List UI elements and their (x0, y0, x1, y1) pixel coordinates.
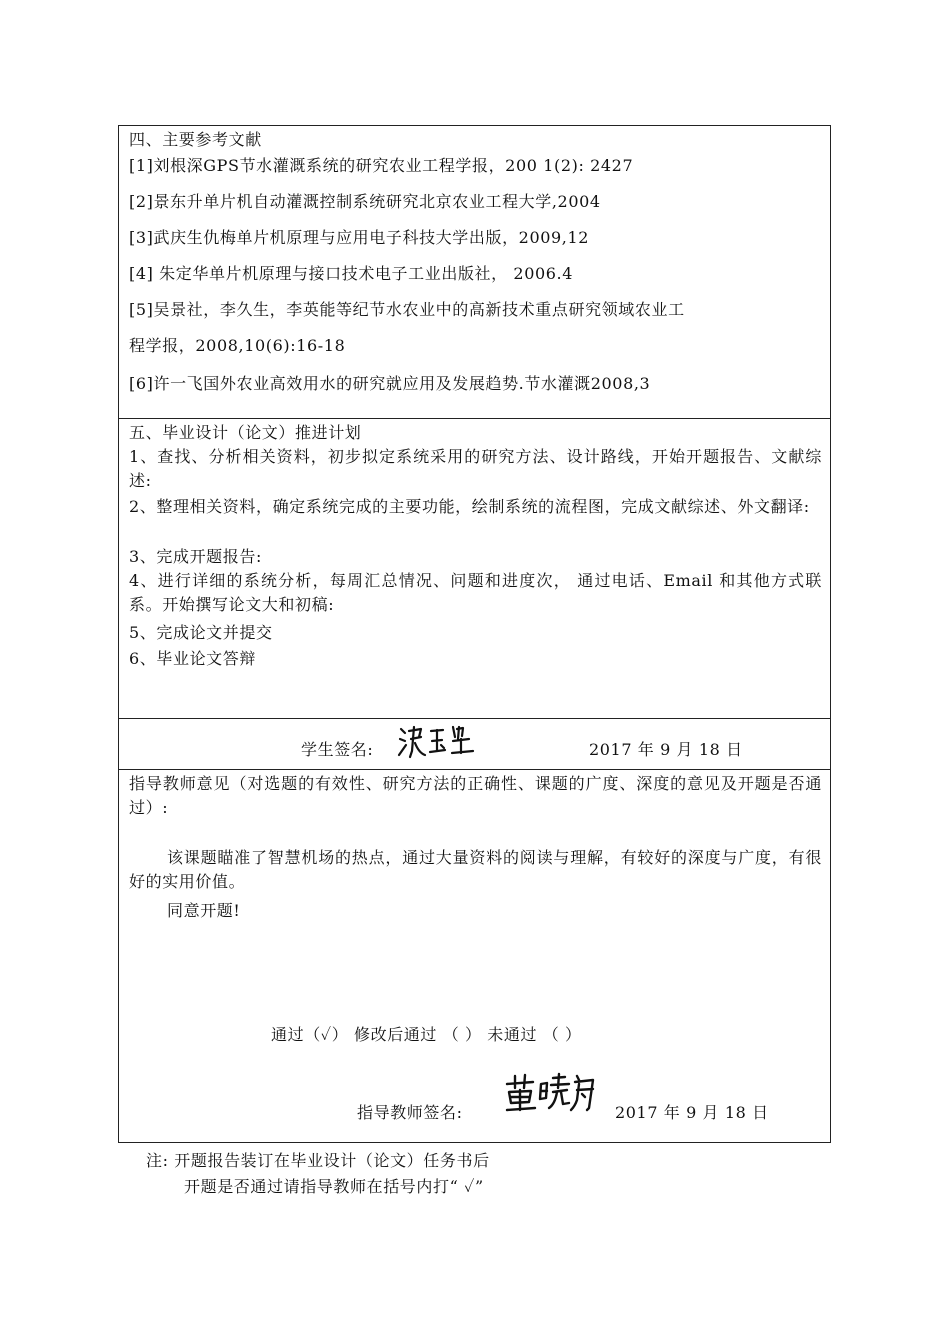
plan-item: 2、整理相关资料，确定系统完成的主要功能，绘制系统的流程图，完成文献综述、外文翻译: (129, 497, 810, 516)
plan-item: 4、进行详细的系统分析，每周汇总情况、问题和进度次， 通过电话、Email 和其他方式联系。开始撰写论文大和初稿: (129, 571, 822, 614)
reference-item: 程学报，2008,10(6):16-18 (129, 336, 346, 355)
references-section (118, 125, 831, 419)
student-signature-label: 学生签名: (301, 740, 374, 759)
advisor-signature-image (503, 1070, 599, 1116)
student-signature-date: 2017 年 9 月 18 日 (589, 740, 743, 759)
plan-item: 1、查找、分析相关资料，初步拟定系统采用的研究方法、设计路线，开始开题报告、文献综述: (129, 447, 822, 490)
note-line-1: 注: 开题报告装订在毕业设计（论文）任务书后 (146, 1151, 490, 1170)
student-signature-image (397, 721, 481, 761)
references-heading: 四、主要参考文献 (129, 130, 262, 149)
advisor-signature-label: 指导教师签名: (357, 1103, 463, 1122)
plan-item: 3、完成开题报告: (129, 547, 262, 566)
advisor-comment: 该课题瞄准了智慧机场的热点，通过大量资料的阅读与理解，有较好的深度与广度，有很好的实用价值。 (129, 848, 822, 891)
advisor-agree: 同意开题! (167, 901, 241, 920)
advisor-opinion-section (118, 769, 831, 1143)
plan-heading: 五、毕业设计（论文）推进计划 (129, 423, 362, 442)
note-line-2: 开题是否通过请指导教师在括号内打“ ✓” (184, 1177, 484, 1196)
plan-section (118, 418, 831, 719)
advisor-opinion-heading: 指导教师意见（对选题的有效性、研究方法的正确性、课题的广度、深度的意见及开题是否通过）: (129, 774, 822, 817)
reference-item: [3]武庆生仇梅单片机原理与应用电子科技大学出版，2009,12 (129, 228, 590, 247)
plan-item: 6、毕业论文答辩 (129, 649, 256, 668)
reference-item: [1]刘根深GPS节水灌溉系统的研究农业工程学报，200 1(2): 2427 (129, 156, 634, 175)
reference-item: [2]景东升单片机自动灌溉控制系统研究北京农业工程大学,2004 (129, 192, 601, 211)
reference-item: [5]吴景社，李久生，李英能等纪节水农业中的高新技术重点研究领域农业工 (129, 300, 685, 319)
pass-options: 通过（✓） 修改后通过 （ ） 未通过 （ ） (271, 1025, 582, 1044)
reference-item: [6]许一飞国外农业高效用水的研究就应用及发展趋势.节水灌溉2008,3 (129, 374, 651, 393)
plan-item: 5、完成论文并提交 (129, 623, 273, 642)
student-signature-row (118, 718, 831, 770)
reference-item: [4] 朱定华单片机原理与接口技术电子工业出版社， 2006.4 (129, 264, 574, 283)
advisor-signature-date: 2017 年 9 月 18 日 (615, 1103, 769, 1122)
